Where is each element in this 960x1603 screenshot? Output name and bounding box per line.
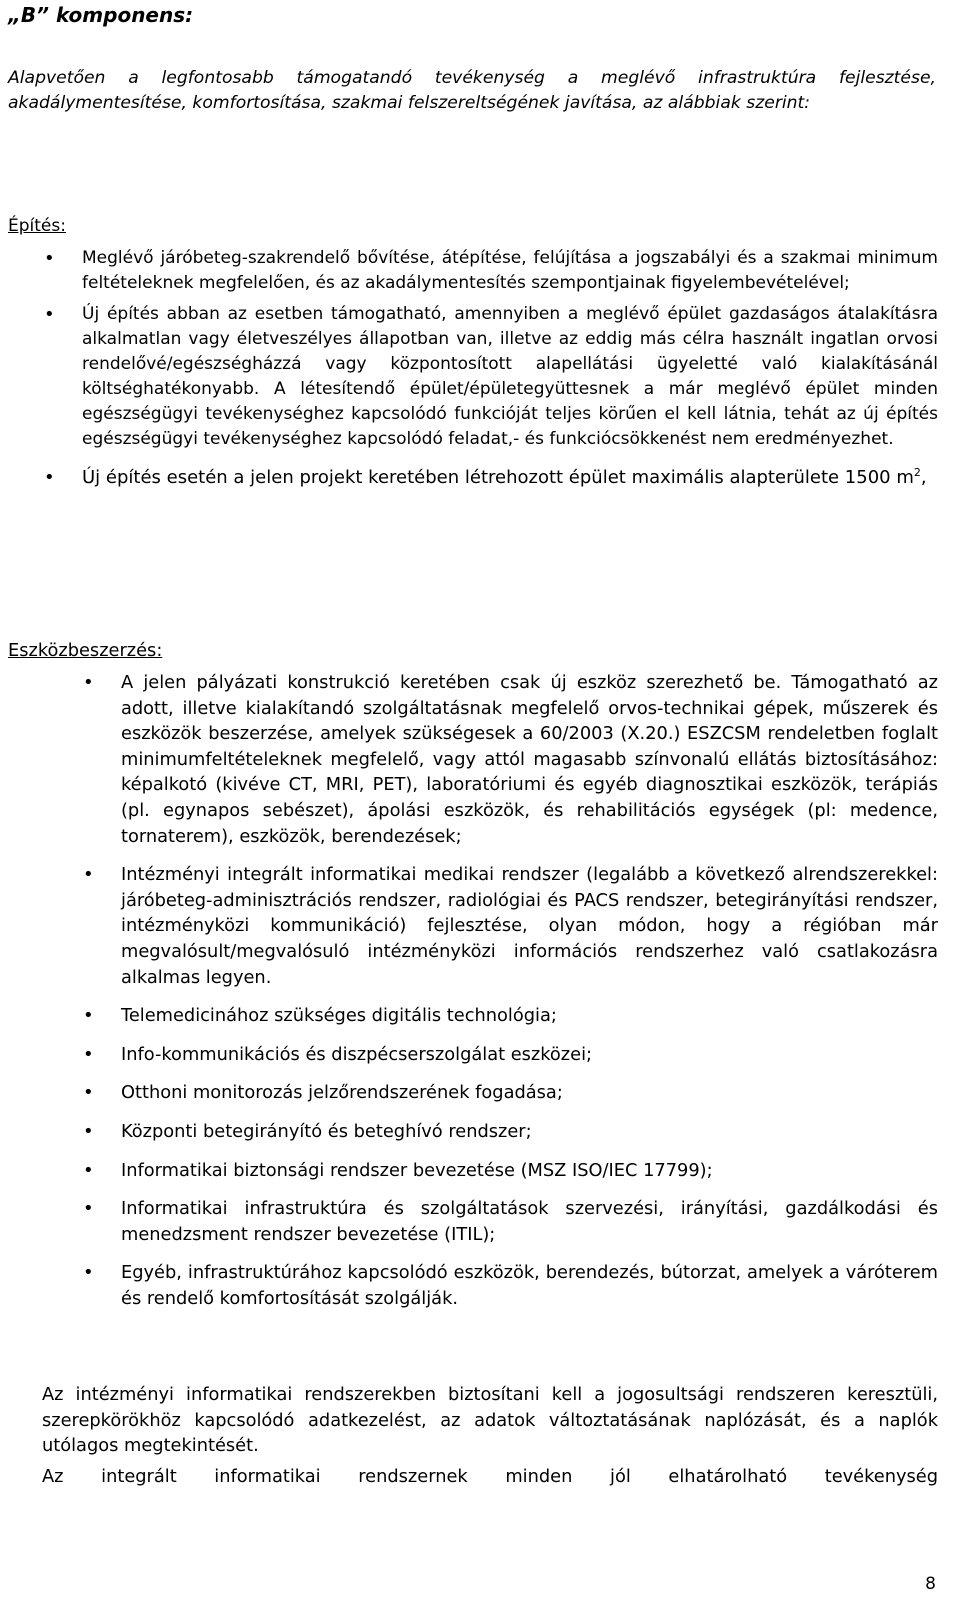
body-paragraph: Az integrált informatikai rendszernek minden jól elhatárolható tevékenység	[42, 1466, 938, 1487]
list-item-text: Új építés esetén a jelen projekt keretében létrehozott épület maximális alapterülete 1500 m	[82, 467, 914, 488]
bullet-icon: •	[83, 1043, 94, 1065]
list-item	[83, 1080, 938, 1106]
list-item-text: Info-kommunikációs és diszpécserszolgálat eszközei;	[121, 1043, 592, 1065]
bullet-icon: •	[83, 1198, 94, 1220]
list-item-text: A jelen pályázati konstrukció keretében csak új eszköz szerezhető be. Támogatható az adott, illetve kialakítandó szolgáltatásnak megfelelő orvos-technikai gépek, műszerek és eszközök beszerzése, amelyek szükségesek a 60/2003 (X.20.) ESZCSM rendeletben foglalt minimumfeltételeknek megfelelő, vagy attól magasabb színvonalú ellátás biztosításához: képalkotó (kivéve CT, MRI, PET), laboratóriumi és egyéb diagnosztikai eszközök, terápiás (pl. egynapos sebészet), ápolási eszközök, és rehabilitációs egységek (pl: medence, tornaterem), eszközök, berendezések;	[121, 672, 938, 847]
bullet-icon: •	[83, 1005, 94, 1027]
bullet-icon: •	[83, 1262, 94, 1284]
list-item	[83, 1003, 938, 1029]
bullet-icon: •	[44, 304, 55, 325]
list-item-text: Központi betegirányító és beteghívó rendszer;	[121, 1120, 532, 1142]
list-item-text: Új építés abban az esetben támogatható, amennyiben a meglévő épület gazdaságos átalakításra alkalmatlan vagy életveszélyes állapotban van, illetve az eddig más célra használt ingatlan orvosi rendelővé/egészségházzá vagy központosított alapellátási ügyeletté való kialakításánál költséghatékonyabb. A létesítendő épület/épületegyüttesnek a már meglévő épület minden egészségügyi tevékenységhez kapcsolódó funkcióját teljes körűen el kell látnia, tehát az új építés egészségügyi tevékenységhez kapcsolódó feladat,- és funkciócsökkenést nem eredményezhet.	[82, 304, 938, 449]
list-item	[83, 1158, 938, 1184]
list-item-text: Informatikai infrastruktúra és szolgáltatások szervezési, irányítási, gazdálkodási és menedzsment rendszer bevezetése (ITIL);	[121, 1198, 938, 1245]
list-item-tail: ,	[920, 467, 927, 488]
bullet-icon: •	[83, 1082, 94, 1104]
list-item-text: Informatikai biztonsági rendszer bevezetése (MSZ ISO/IEC 17799);	[121, 1159, 713, 1181]
bullet-icon: •	[44, 248, 55, 269]
list-item-text: Telemedicinához szükséges digitális technológia;	[121, 1005, 557, 1027]
page-number: 8	[925, 1574, 936, 1594]
superscript: 2	[913, 466, 921, 479]
bullet-icon: •	[83, 1159, 94, 1181]
section-heading: „B” komponens:	[8, 3, 194, 27]
list-item	[44, 302, 938, 452]
section-label-eszkozbeszerzes: Eszközbeszerzés:	[8, 640, 163, 661]
list-item-text: Otthoni monitorozás jelzőrendszerének fogadása;	[121, 1082, 563, 1104]
bullet-icon: •	[83, 864, 94, 886]
list-item	[83, 670, 938, 849]
list-item-text: Meglévő járóbeteg-szakrendelő bővítése, átépítése, felújítása a jogszabályi és a szakmai minimum feltételeknek megfelelően, és az akadálymentesítés szempontjainak figyelembevételével;	[82, 248, 938, 293]
list-item	[83, 1119, 938, 1145]
section-label-epites: Építés:	[8, 216, 66, 236]
list-item	[83, 862, 938, 990]
list-item	[83, 1042, 938, 1068]
list-item-text: Egyéb, infrastruktúrához kapcsolódó eszközök, berendezés, bútorzat, amelyek a váróterem és rendelő komfortosítását szolgálják.	[121, 1262, 938, 1309]
eszkozbeszerzes-list	[83, 670, 938, 1324]
list-item	[44, 464, 938, 491]
intro-paragraph: Alapvetően a legfontosabb támogatandó tevékenység a meglévő infrastruktúra fejlesztése, akadálymentesítése, komfortosítása, szakmai felszereltségének javítása, az alábbiak szerint:	[8, 68, 936, 113]
body-paragraph: Az intézményi informatikai rendszerekben biztosítani kell a jogosultsági rendszeren keresztüli, szerepkörökhöz kapcsolódó adatkezelést, az adatok változtatásának naplózását, és a naplók utólagos megtekintését.	[42, 1384, 938, 1456]
list-item	[83, 1196, 938, 1247]
list-item	[44, 246, 938, 296]
list-item-text: Intézményi integrált informatikai medikai rendszer (legalább a következő alrendszerekkel: járóbeteg-adminisztrációs rendszer, radiológiai és PACS rendszer, betegirányítási rendszer, intézményközi kommunikáció) fejlesztése, olyan módon, hogy a régióban már megvalósult/megvalósuló intézményközi információs rendszerhez való csatlakozásra alkalmas legyen.	[121, 864, 938, 988]
bullet-icon: •	[44, 467, 55, 488]
list-item	[83, 1260, 938, 1311]
bullet-icon: •	[83, 1120, 94, 1142]
bullet-icon: •	[83, 672, 94, 693]
epites-list	[44, 246, 938, 491]
